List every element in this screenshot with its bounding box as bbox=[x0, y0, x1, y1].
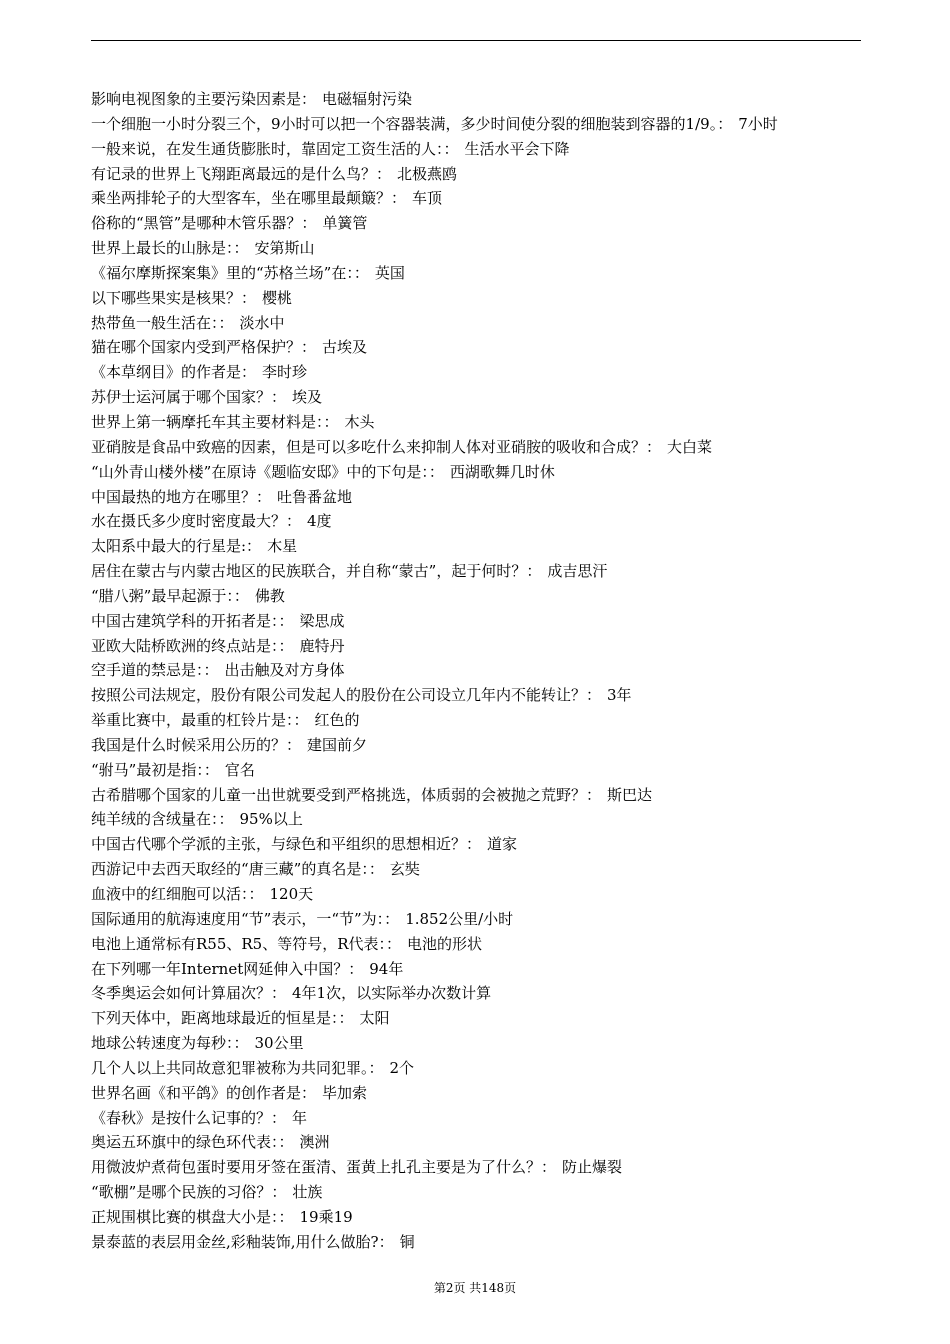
answer-text: 4度 bbox=[307, 512, 332, 531]
answer-text: 道家 bbox=[487, 835, 518, 854]
qa-line bbox=[91, 1106, 881, 1131]
answer-text: 出击触及对方身体 bbox=[224, 661, 345, 680]
qa-line bbox=[91, 534, 881, 559]
question-text: 西游记中去西天取经的“唐三藏”的真名是：： bbox=[91, 860, 384, 879]
header-rule bbox=[91, 40, 861, 41]
qa-line bbox=[91, 1031, 881, 1056]
question-text: 有记录的世界上飞翔距离最远的是什么鸟？： bbox=[91, 164, 392, 183]
question-text: 中国古代哪个学派的主张，与绿色和平组织的思想相近？： bbox=[91, 835, 482, 854]
answer-text: 电磁辐射污染 bbox=[322, 90, 413, 108]
qa-line bbox=[91, 907, 881, 932]
answer-text: 毕加索 bbox=[322, 1083, 368, 1102]
question-text: 国际通用的航海速度用“节”表示，一“节”为：： bbox=[91, 909, 400, 928]
answer-text: 木头 bbox=[344, 412, 375, 431]
answer-text: 单簧管 bbox=[322, 214, 368, 233]
answer-text: 防止爆裂 bbox=[562, 1158, 623, 1177]
question-text: 居住在蒙古与内蒙古地区的民族联合，并自称“蒙古”，起于何时？： bbox=[91, 562, 542, 581]
qa-line bbox=[91, 981, 881, 1006]
answer-text: 大白菜 bbox=[667, 437, 713, 456]
question-text: 正规围棋比赛的棋盘大小是：： bbox=[91, 1207, 294, 1226]
answer-text: 北极燕鸥 bbox=[397, 164, 458, 183]
question-text: “驸马”最初是指：： bbox=[91, 760, 219, 779]
qa-line bbox=[91, 137, 881, 162]
qa-line bbox=[91, 857, 881, 882]
answer-text: 西湖歌舞几时休 bbox=[449, 462, 555, 481]
qa-line bbox=[91, 882, 881, 907]
answer-text: 电池的形状 bbox=[407, 934, 483, 953]
answer-text: 30公里 bbox=[254, 1034, 304, 1053]
qa-line bbox=[91, 1180, 881, 1205]
question-text: 在下列哪一年Internet网延伸入中国？： bbox=[91, 959, 364, 978]
question-text: 世界名画《和平鸽》的创作者是： bbox=[91, 1083, 317, 1102]
answer-text: 红色的 bbox=[314, 711, 360, 730]
qa-line bbox=[91, 162, 881, 187]
qa-line bbox=[91, 584, 881, 609]
question-text: “歌棚”是哪个民族的习俗？： bbox=[91, 1183, 287, 1202]
qa-line bbox=[91, 758, 881, 783]
question-text: 亚硝胺是食品中致癌的因素，但是可以多吃什么来抑制人体对亚硝胺的吸收和合成？： bbox=[91, 437, 662, 456]
answer-text: 95%以上 bbox=[239, 810, 303, 829]
qa-line bbox=[91, 658, 881, 683]
question-text: 《福尔摩斯探案集》里的“苏格兰场”在：： bbox=[91, 263, 369, 282]
question-text: 冬季奥运会如何计算届次？： bbox=[91, 984, 287, 1003]
question-text: “山外青山楼外楼”在原诗《题临安邸》中的下句是：： bbox=[91, 462, 444, 481]
answer-text: 120天 bbox=[269, 885, 314, 903]
qa-line bbox=[91, 385, 881, 410]
answer-text: 成吉思汗 bbox=[547, 562, 608, 581]
question-text: 影响电视图象的主要污染因素是： bbox=[91, 90, 317, 108]
question-text: 空手道的禁忌是：： bbox=[91, 661, 219, 680]
question-text: 水在摄氏多少度时密度最大？： bbox=[91, 512, 302, 531]
answer-text: 壮族 bbox=[292, 1183, 323, 1202]
qa-line bbox=[91, 733, 881, 758]
answer-text: 英国 bbox=[374, 263, 405, 282]
qa-line bbox=[91, 1205, 881, 1230]
answer-text: 李时珍 bbox=[262, 363, 308, 382]
answer-text: 建国前夕 bbox=[307, 735, 368, 754]
answer-text: 年 bbox=[292, 1108, 308, 1127]
qa-line bbox=[91, 311, 881, 336]
answer-text: 梁思成 bbox=[299, 611, 345, 630]
qa-line bbox=[91, 112, 881, 137]
page-footer: 第2页 共148页 bbox=[433, 1281, 517, 1295]
question-text: 俗称的“黑管”是哪种木管乐器？： bbox=[91, 214, 317, 233]
answer-text: 19乘19 bbox=[299, 1207, 353, 1226]
qa-line bbox=[91, 435, 881, 460]
qa-line bbox=[91, 1130, 881, 1155]
qa-line bbox=[91, 186, 881, 211]
qa-line bbox=[91, 236, 881, 261]
question-text: 我国是什么时候采用公历的？： bbox=[91, 735, 302, 754]
qa-line bbox=[91, 708, 881, 733]
answer-text: 淡水中 bbox=[239, 313, 285, 332]
question-text: 《春秋》是按什么记事的？： bbox=[91, 1108, 287, 1127]
qa-line bbox=[91, 485, 881, 510]
question-text: 乘坐两排轮子的大型客车，坐在哪里最颠簸？： bbox=[91, 189, 407, 208]
answer-text: 太阳 bbox=[359, 1009, 390, 1028]
qa-line bbox=[91, 1081, 881, 1106]
qa-line bbox=[91, 360, 881, 385]
question-text: 古希腊哪个国家的儿童一出世就要受到严格挑选，体质弱的会被抛之荒野？： bbox=[91, 785, 602, 804]
qa-line bbox=[91, 286, 881, 311]
answer-text: 玄奘 bbox=[389, 860, 420, 879]
answer-text: 佛教 bbox=[254, 586, 285, 605]
question-text: 亚欧大陆桥欧洲的终点站是：： bbox=[91, 636, 294, 655]
question-text: 按照公司法规定，股份有限公司发起人的股份在公司设立几年内不能转让？： bbox=[91, 686, 602, 705]
answer-text: 官名 bbox=[224, 760, 255, 779]
question-text: “腊八粥”最早起源于：： bbox=[91, 586, 249, 605]
qa-list bbox=[91, 87, 881, 1255]
qa-line bbox=[91, 609, 881, 634]
answer-text: 生活水平会下降 bbox=[464, 139, 570, 158]
answer-text: 7小时 bbox=[738, 114, 778, 133]
qa-line bbox=[91, 1056, 881, 1081]
question-text: 一般来说，在发生通货膨胀时，靠固定工资生活的人：： bbox=[91, 139, 459, 158]
qa-line bbox=[91, 1155, 881, 1180]
question-text: 猫在哪个国家内受到严格保护？： bbox=[91, 338, 317, 357]
question-text: 太阳系中最大的行星是:： bbox=[91, 537, 262, 556]
question-text: 中国古建筑学科的开拓者是：： bbox=[91, 611, 294, 630]
qa-line bbox=[91, 832, 881, 857]
answer-text: 4年1次，以实际举办次数计算 bbox=[292, 984, 492, 1003]
question-text: 世界上最长的山脉是：： bbox=[91, 239, 249, 258]
qa-line bbox=[91, 261, 881, 286]
qa-line bbox=[91, 1230, 881, 1255]
question-text: 电池上通常标有R55、R5、等符号，R代表：： bbox=[91, 934, 402, 953]
question-text: 纯羊绒的含绒量在：： bbox=[91, 810, 234, 829]
answer-text: 木星 bbox=[267, 537, 298, 556]
qa-line bbox=[91, 957, 881, 982]
qa-line bbox=[91, 634, 881, 659]
answer-text: 埃及 bbox=[292, 388, 323, 407]
question-text: 苏伊士运河属于哪个国家？： bbox=[91, 388, 287, 407]
qa-line bbox=[91, 783, 881, 808]
answer-text: 吐鲁番盆地 bbox=[277, 487, 353, 506]
answer-text: 古埃及 bbox=[322, 338, 368, 357]
question-text: 以下哪些果实是核果？： bbox=[91, 288, 257, 307]
answer-text: 樱桃 bbox=[262, 288, 293, 307]
question-text: 下列天体中，距离地球最近的恒星是：： bbox=[91, 1009, 354, 1028]
question-text: 热带鱼一般生活在：： bbox=[91, 313, 234, 332]
question-text: 举重比赛中，最重的杠铃片是：： bbox=[91, 711, 309, 730]
answer-text: 1.852公里/小时 bbox=[405, 909, 514, 928]
answer-text: 安第斯山 bbox=[254, 239, 315, 258]
qa-line bbox=[91, 932, 881, 957]
question-text: 景泰蓝的表层用金丝,彩釉装饰,用什么做胎?： bbox=[91, 1232, 394, 1251]
answer-text: 2个 bbox=[389, 1058, 415, 1077]
answer-text: 铜 bbox=[399, 1232, 415, 1251]
answer-text: 斯巴达 bbox=[607, 785, 653, 804]
qa-line bbox=[91, 683, 881, 708]
qa-line bbox=[91, 460, 881, 485]
question-text: 一个细胞一小时分裂三个，9小时可以把一个容器装满，多少时间使分裂的细胞装到容器的1/9。： bbox=[91, 114, 733, 133]
question-text: 几个人以上共同故意犯罪被称为共同犯罪。： bbox=[91, 1058, 384, 1077]
question-text: 用微波炉煮荷包蛋时要用牙签在蛋清、蛋黄上扎孔主要是为了什么？： bbox=[91, 1158, 557, 1177]
qa-line bbox=[91, 1006, 881, 1031]
answer-text: 94年 bbox=[369, 959, 404, 978]
qa-line bbox=[91, 410, 881, 435]
question-text: 《本草纲目》的作者是： bbox=[91, 363, 257, 382]
question-text: 世界上第一辆摩托车其主要材料是：： bbox=[91, 412, 339, 431]
question-text: 奥运五环旗中的绿色环代表：： bbox=[91, 1133, 294, 1152]
qa-line bbox=[91, 559, 881, 584]
question-text: 地球公转速度为每秒：： bbox=[91, 1034, 249, 1053]
answer-text: 澳洲 bbox=[299, 1133, 330, 1152]
question-text: 血液中的红细胞可以活：： bbox=[91, 885, 264, 903]
answer-text: 3年 bbox=[607, 686, 632, 705]
answer-text: 车顶 bbox=[412, 189, 443, 208]
question-text: 中国最热的地方在哪里？： bbox=[91, 487, 272, 506]
qa-line bbox=[91, 87, 881, 112]
qa-line bbox=[91, 211, 881, 236]
qa-line bbox=[91, 509, 881, 534]
qa-line bbox=[91, 807, 881, 832]
qa-line bbox=[91, 335, 881, 360]
answer-text: 鹿特丹 bbox=[299, 636, 345, 655]
